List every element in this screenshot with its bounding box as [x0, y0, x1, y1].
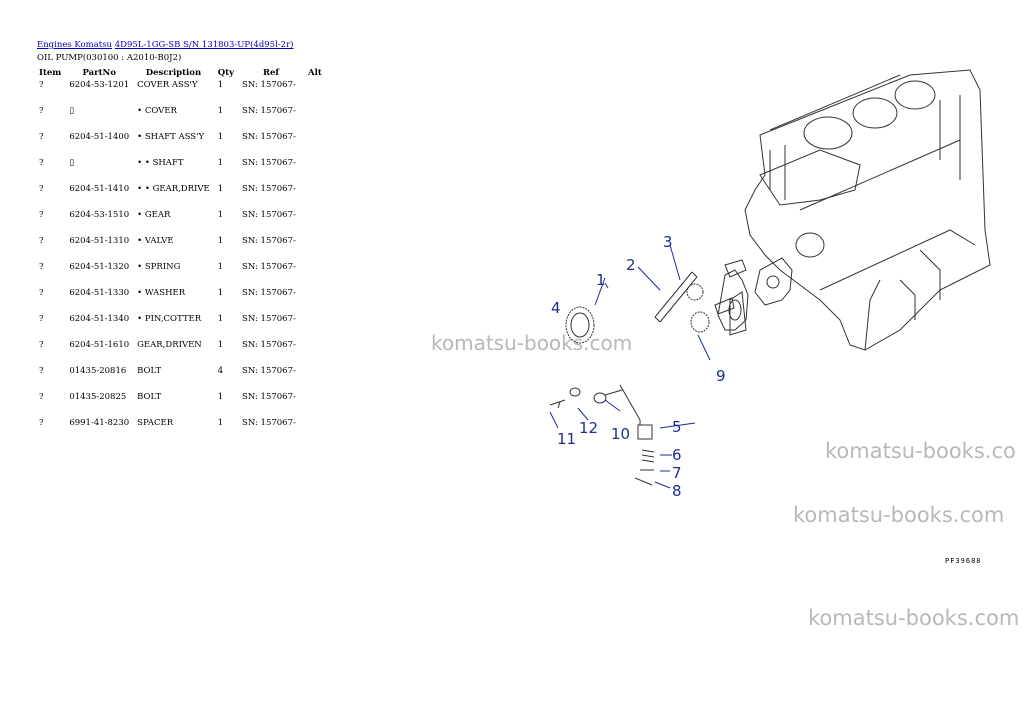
- ref-cell: SN: 157067-: [242, 210, 296, 220]
- ref-cell: SN: 157067-: [242, 288, 296, 298]
- item-cell: ?: [39, 210, 44, 220]
- partno-cell: 6204-51-1310: [69, 236, 130, 246]
- alt-cell: [304, 392, 326, 418]
- column-header-qty: Qty: [217, 68, 235, 78]
- callout-2: 2: [626, 256, 636, 274]
- item-cell: ?: [39, 418, 44, 428]
- description-cell: • PIN,COTTER: [137, 314, 202, 324]
- column-header-partno: PartNo: [82, 68, 116, 78]
- item-cell: ?: [39, 392, 44, 402]
- item-cell: ?: [39, 314, 44, 324]
- table-row: [33, 132, 326, 158]
- qty-cell: 1: [217, 236, 224, 246]
- description-cell: BOLT: [137, 366, 162, 376]
- ref-cell: SN: 157067-: [242, 366, 296, 376]
- alt-cell: [304, 340, 326, 366]
- callout-4: 4: [551, 299, 561, 317]
- description-cell: SPACER: [137, 418, 174, 428]
- watermark: komatsu-books.co: [825, 439, 1016, 463]
- qty-cell: 1: [217, 314, 224, 324]
- ref-cell: SN: 157067-: [242, 418, 296, 428]
- ref-cell: SN: 157067-: [242, 80, 296, 90]
- description-cell: • • SHAFT: [137, 158, 184, 168]
- description-cell: • GEAR: [137, 210, 171, 220]
- partno-cell: 6204-51-1320: [69, 262, 130, 272]
- alt-cell: [304, 236, 326, 262]
- page-subtitle: OIL PUMP(030100 : A2010-B0J2): [37, 53, 182, 63]
- item-cell: ?: [39, 262, 44, 272]
- item-cell: ?: [39, 80, 44, 90]
- qty-cell: 1: [217, 106, 224, 116]
- partno-cell: 6204-53-1201: [69, 80, 130, 90]
- table-row: [33, 106, 326, 132]
- alt-cell: [304, 210, 326, 236]
- item-cell: ?: [39, 184, 44, 194]
- item-cell: ?: [39, 132, 44, 142]
- table-header-row: [33, 66, 326, 80]
- alt-cell: [304, 132, 326, 158]
- partno-cell: 6204-51-1330: [69, 288, 130, 298]
- oil-pump-parts: [550, 258, 792, 485]
- partno-cell: 6991-41-8230: [69, 418, 130, 428]
- engine-block-outline: [745, 70, 990, 350]
- description-cell: • • GEAR,DRIVE: [137, 184, 210, 194]
- alt-cell: [304, 366, 326, 392]
- qty-cell: 1: [217, 418, 224, 428]
- partno-cell: ▯: [69, 158, 74, 168]
- callout-12: 12: [579, 419, 599, 437]
- qty-cell: 1: [217, 210, 224, 220]
- callout-7: 7: [672, 464, 682, 482]
- callout-1: 1: [596, 271, 606, 289]
- alt-cell: [304, 314, 326, 340]
- description-cell: COVER ASS'Y: [137, 80, 198, 90]
- qty-cell: 1: [217, 158, 224, 168]
- description-cell: BOLT: [137, 392, 162, 402]
- table-row: [33, 392, 326, 418]
- item-cell: ?: [39, 158, 44, 168]
- callout-leaders: [550, 245, 710, 488]
- partno-cell: ▯: [69, 106, 74, 116]
- alt-cell: [304, 418, 326, 438]
- ref-cell: SN: 157067-: [242, 106, 296, 116]
- alt-cell: [304, 106, 326, 132]
- description-cell: • WASHER: [137, 288, 186, 298]
- alt-cell: [304, 80, 326, 106]
- ref-cell: SN: 157067-: [242, 132, 296, 142]
- ref-cell: SN: 157067-: [242, 314, 296, 324]
- column-header-description: Description: [145, 68, 202, 78]
- table-row: [33, 366, 326, 392]
- callout-9: 9: [716, 367, 726, 385]
- item-cell: ?: [39, 288, 44, 298]
- partno-cell: 6204-51-1410: [69, 184, 130, 194]
- callout-6: 6: [672, 446, 682, 464]
- ref-cell: SN: 157067-: [242, 236, 296, 246]
- qty-cell: 1: [217, 184, 224, 194]
- alt-cell: [304, 184, 326, 210]
- qty-cell: 1: [217, 80, 224, 90]
- partno-cell: 6204-51-1340: [69, 314, 130, 324]
- qty-cell: 1: [217, 132, 224, 142]
- item-cell: ?: [39, 106, 44, 116]
- ref-cell: SN: 157067-: [242, 262, 296, 272]
- item-cell: ?: [39, 366, 44, 376]
- qty-cell: 1: [217, 288, 224, 298]
- table-row: [33, 418, 326, 438]
- qty-cell: 1: [217, 392, 224, 402]
- alt-cell: [304, 262, 326, 288]
- ref-cell: SN: 157067-: [242, 340, 296, 350]
- partno-cell: 6204-53-1510: [69, 210, 130, 220]
- alt-cell: [304, 158, 326, 184]
- description-cell: • VALVE: [137, 236, 174, 246]
- watermark: komatsu-books.com: [793, 503, 1005, 527]
- table-row: [33, 314, 326, 340]
- callout-10: 10: [611, 425, 631, 443]
- breadcrumb-link-engines[interactable]: Engines Komatsu: [37, 40, 113, 50]
- breadcrumb: [37, 40, 293, 50]
- watermark: komatsu-books.com: [431, 331, 633, 355]
- qty-cell: 1: [217, 262, 224, 272]
- table-row: [33, 288, 326, 314]
- exploded-parts-diagram: [520, 30, 1000, 530]
- partno-cell: 6204-51-1610: [69, 340, 130, 350]
- ref-cell: SN: 157067-: [242, 392, 296, 402]
- column-header-alt: Alt: [308, 68, 322, 78]
- description-cell: • COVER: [137, 106, 177, 116]
- ref-cell: SN: 157067-: [242, 184, 296, 194]
- partno-cell: 01435-20825: [69, 392, 127, 402]
- table-row: [33, 210, 326, 236]
- column-header-ref: Ref: [262, 68, 280, 78]
- callout-8: 8: [672, 482, 682, 500]
- table-row: [33, 184, 326, 210]
- table-row: [33, 80, 326, 106]
- item-cell: ?: [39, 236, 44, 246]
- parts-table: [33, 66, 326, 438]
- callout-numbers: [551, 233, 726, 500]
- watermark: komatsu-books.com: [808, 606, 1020, 630]
- table-row: [33, 262, 326, 288]
- diagram-code: PF39688: [945, 557, 982, 565]
- description-cell: • SPRING: [137, 262, 181, 272]
- qty-cell: 1: [217, 340, 224, 350]
- breadcrumb-link-model[interactable]: 4D95L-1GG-SB S/N 131803-UP(4d95l-2r): [114, 40, 294, 50]
- table-row: [33, 158, 326, 184]
- qty-cell: 4: [217, 366, 224, 376]
- alt-cell: [304, 288, 326, 314]
- column-header-item: Item: [39, 68, 62, 78]
- callout-3: 3: [663, 233, 673, 251]
- callout-5: 5: [672, 418, 682, 436]
- table-row: [33, 340, 326, 366]
- partno-cell: 6204-51-1400: [69, 132, 130, 142]
- callout-11: 11: [557, 430, 577, 448]
- partno-cell: 01435-20816: [69, 366, 127, 376]
- description-cell: GEAR,DRIVEN: [137, 340, 202, 350]
- description-cell: • SHAFT ASS'Y: [137, 132, 205, 142]
- item-cell: ?: [39, 340, 44, 350]
- ref-cell: SN: 157067-: [242, 158, 296, 168]
- table-row: [33, 236, 326, 262]
